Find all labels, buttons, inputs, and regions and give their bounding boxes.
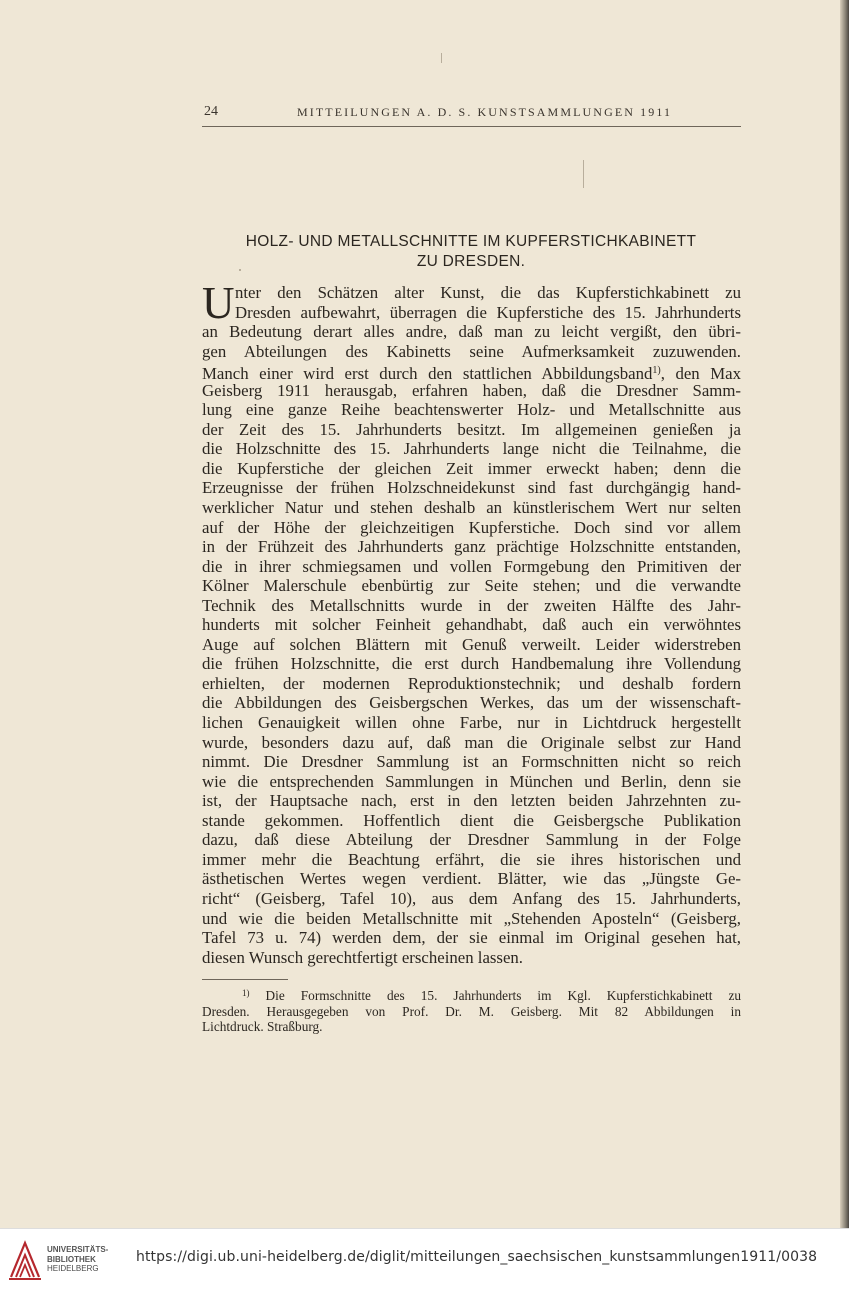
drop-cap: U xyxy=(202,278,235,328)
body-line: richt“ (Geisberg, Tafel 10), aus dem Anfang des 15. Jahrhunderts, xyxy=(202,888,741,908)
library-name-line: UNIVERSITÄTS- xyxy=(47,1245,109,1254)
body-line: Auge auf solchen Blättern mit Genuß verweilt. Leider widerstreben xyxy=(202,634,741,654)
body-line: ist, der Hauptsache nach, erst in den letzten beiden Jahrzehnten zu- xyxy=(202,791,741,811)
body-line: Technik des Metallschnitts wurde in der zweiten Hälfte des Jahr- xyxy=(202,595,741,615)
footnote-line: Lichtdruck. Straßburg. xyxy=(202,1019,323,1034)
body-line: in der Frühzeit des Jahrhunderts ganz prächtige Holzschnitte entstanden, xyxy=(202,537,741,557)
body-line: an Bedeutung derart alles andre, daß man zu leicht vergißt, den übri- xyxy=(202,322,741,342)
footnote-rule xyxy=(202,979,288,980)
footnote-marker: 1) xyxy=(242,988,250,998)
permalink-url[interactable]: https://digi.ub.uni-heidelberg.de/diglit/mitteilungen_saechsischen_kunstsammlungen1911/0038 xyxy=(136,1249,818,1265)
body-line: stande gekommen. Hoffentlich dient die Geisbergsche Publikation xyxy=(202,810,741,830)
running-head-title: MITTEILUNGEN A. D. S. KUNSTSAMMLUNGEN 1911 xyxy=(297,105,673,119)
university-library-logo-icon[interactable] xyxy=(8,1237,42,1281)
body-line: nimmt. Die Dresdner Sammlung ist an Formschnitten nicht so reich xyxy=(202,752,741,772)
body-line: Geisberg 1911 herausgab, erfahren haben, daß die Dresdner Samm- xyxy=(202,380,741,400)
body-line-segment: , den Max xyxy=(660,364,741,384)
body-line: und wie die beiden Metallschnitte mit „Stehenden Aposteln“ (Geisberg, xyxy=(202,908,741,928)
body-line: ästhetischen Wertes wegen verdient. Blätter, wie das „Jüngste Ge- xyxy=(202,869,741,889)
body-line: gen Abteilungen des Kabinetts seine Aufmerksamkeit zuzuwenden. xyxy=(202,341,741,361)
body-line xyxy=(202,361,741,384)
paper-speck xyxy=(441,53,442,63)
library-name-line: HEIDELBERG xyxy=(47,1264,99,1273)
body-line: die Holzschnitte des 15. Jahrhunderts lange nicht die Teilnahme, die xyxy=(202,439,741,459)
viewer-footer-bar xyxy=(0,1228,849,1291)
body-line: diesen Wunsch gerechtfertigt erscheinen lassen. xyxy=(202,947,523,967)
body-line: die Abbildungen des Geisbergschen Werkes, das um der wissenschaft- xyxy=(202,693,741,713)
body-line: die in ihrer schmiegsamen und vollen Formgebung den Primitiven der xyxy=(202,556,741,576)
article-title-line: HOLZ- UND METALLSCHNITTE IM KUPFERSTICHKABINETT xyxy=(245,233,697,250)
body-line: immer mehr die Beachtung erfährt, die sie ihres historischen und xyxy=(202,849,741,869)
body-line: dazu, daß diese Abteilung der Dresdner Sammlung in der Folge xyxy=(202,830,741,850)
footnote-line: Dresden. Herausgegeben von Prof. Dr. M. Geisberg. Mit 82 Abbildungen in xyxy=(202,1003,741,1019)
body-line: Kölner Malerschule ebenbürtig zur Seite stehen; und die verwandte xyxy=(202,576,741,596)
body-line-segment: Manch einer wird erst durch den stattlichen Abbildungsband xyxy=(202,364,653,384)
page-edge-shadow xyxy=(840,0,849,1228)
body-line: lung eine ganze Reihe beachtenswerter Holz- und Metallschnitte aus xyxy=(202,400,741,420)
body-line: die frühen Holzschnitte, die erst durch Handbemalung ihre Vollendung xyxy=(202,654,741,674)
body-line: Tafel 73 u. 74) werden dem, der sie einmal im Original gesehen hat, xyxy=(202,928,741,948)
article-body xyxy=(202,278,741,967)
body-line: die Kupferstiche der gleichen Zeit immer erweckt haben; denn die xyxy=(202,458,741,478)
body-line: erhielten, der modernen Reproduktionstechnik; und deshalb fordern xyxy=(202,673,741,693)
article-title-line: ZU DRESDEN. xyxy=(416,253,526,270)
footnote xyxy=(202,986,741,1035)
page-number: 24 xyxy=(204,104,218,119)
running-header xyxy=(200,104,742,126)
footnote-line xyxy=(202,986,741,1004)
body-line: wie die entsprechenden Sammlungen in München und Berlin, denn sie xyxy=(202,771,741,791)
library-name-line: BIBLIOTHEK xyxy=(47,1254,96,1264)
body-line: Dresden aufbewahrt, überragen die Kupferstiche des 15. Jahrhunderts xyxy=(235,302,741,322)
paper-speck xyxy=(583,160,584,188)
body-line: auf der Höhe der gleichzeitigen Kupferstiche. Doch sind vor allem xyxy=(202,517,741,537)
footnote-line-text: Die Formschnitte des 15. Jahrhunderts im Kgl. Kupferstichkabinett zu xyxy=(265,988,741,1003)
body-line: lichen Genauigkeit willen ohne Farbe, nur in Lichtdruck hergestellt xyxy=(202,713,741,733)
body-line: hunderts mit solcher Feinheit gehandhabt, daß auch ein verwöhntes xyxy=(202,615,741,635)
body-line: wurde, besonders dazu auf, daß man die Originale selbst zur Hand xyxy=(202,732,741,752)
body-line: nter den Schätzen alter Kunst, die das Kupferstichkabinett zu xyxy=(235,283,741,302)
footnote-reference: 1) xyxy=(652,365,661,377)
body-line: der Zeit des 15. Jahrhunderts besitzt. Im allgemeinen genießen ja xyxy=(202,419,741,439)
body-line: Erzeugnisse der frühen Holzschneidekunst sind fast durchgängig hand- xyxy=(202,478,741,498)
body-line: werklicher Natur und stehen deshalb an künstlerischem Wert nur selten xyxy=(202,498,741,518)
library-name xyxy=(47,1245,127,1274)
header-rule xyxy=(202,126,741,127)
article-title xyxy=(200,232,742,272)
